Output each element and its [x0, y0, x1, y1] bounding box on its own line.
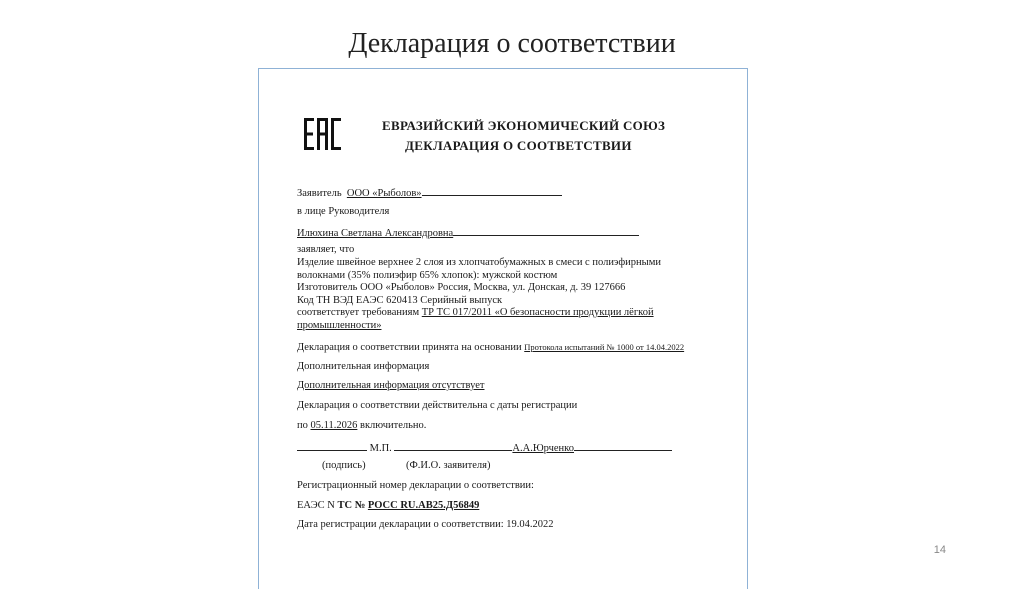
valid-from: Декларация о соответствии действительна с даты регистрации — [297, 400, 578, 411]
applicant-value: ООО «Рыболов» — [346, 188, 422, 199]
basis-prefix: Декларация о соответствии принята на основании — [297, 342, 522, 353]
reg-date: Дата регистрации декларации о соответствии: 19.04.2022 — [297, 519, 554, 530]
reg-number-value: РОСС RU.АВ25.Д56849 — [367, 500, 480, 511]
slide-title: Декларация о соответствии — [348, 28, 676, 59]
reg-number-bold: ТС № — [337, 500, 366, 511]
signer-name: А.А.Юрченко — [512, 443, 574, 454]
header-declaration: ДЕКЛАРАЦИЯ О СООТВЕТСТВИИ — [405, 138, 632, 153]
product-line-1: Изделие швейное верхнее 2 слоя из хлопчатобумажных в смеси с полиэфирными — [297, 257, 661, 268]
manufacturer: Изготовитель ООО «Рыболов» Россия, Москва, ул. Донская, д. 39 127666 — [297, 282, 626, 293]
complies-prefix: соответствует требованиям — [297, 307, 420, 318]
reg-number-label: Регистрационный номер декларации о соответствии: — [297, 480, 534, 491]
applicant-blank — [422, 185, 562, 196]
stamp-label: М.П. — [369, 443, 392, 454]
person-name: Илюхина Светлана Александровна — [297, 228, 454, 239]
valid-to-suffix: включительно. — [360, 420, 427, 431]
basis-row — [297, 342, 684, 353]
basis-value: Протокола испытаний № 1000 от 14.04.2022 — [524, 342, 685, 352]
complies-row — [297, 307, 654, 318]
applicant-row — [297, 185, 562, 199]
valid-to-prefix: по — [297, 420, 308, 431]
product-line-2: волокнами (35% полиэфир 65% хлопок): мужской костюм — [297, 270, 558, 281]
applicant-label: Заявитель — [297, 188, 342, 199]
sign-caption: (подпись) — [322, 460, 366, 471]
signature-blank — [297, 440, 367, 451]
person-blank — [453, 225, 639, 236]
declares: заявляет, что — [297, 244, 355, 255]
valid-to-date: 05.11.2026 — [310, 420, 358, 431]
valid-to-row — [297, 420, 426, 431]
additional-label: Дополнительная информация — [297, 361, 430, 372]
reg-number-row — [297, 500, 479, 511]
person-row — [297, 225, 639, 239]
name-blank-right — [574, 440, 672, 451]
complies-value-2: промышленности» — [297, 320, 382, 331]
represented-by: в лице Руководителя — [297, 206, 390, 217]
name-caption: (Ф.И.О. заявителя) — [406, 460, 491, 471]
eac-logo — [303, 116, 343, 152]
additional-value: Дополнительная информация отсутствует — [297, 380, 485, 391]
reg-number-prefix: ЕАЭС N — [297, 500, 335, 511]
page-number: 14 — [933, 544, 946, 556]
complies-value-1: ТР ТС 017/2011 «О безопасности продукции лёгкой — [421, 307, 654, 318]
header-union: ЕВРАЗИЙСКИЙ ЭКОНОМИЧЕСКИЙ СОЮЗ — [382, 118, 666, 133]
signature-row — [297, 440, 672, 454]
hs-code: Код ТН ВЭД ЕАЭС 620413 Серийный выпуск — [297, 295, 503, 306]
name-blank-left — [394, 440, 512, 451]
